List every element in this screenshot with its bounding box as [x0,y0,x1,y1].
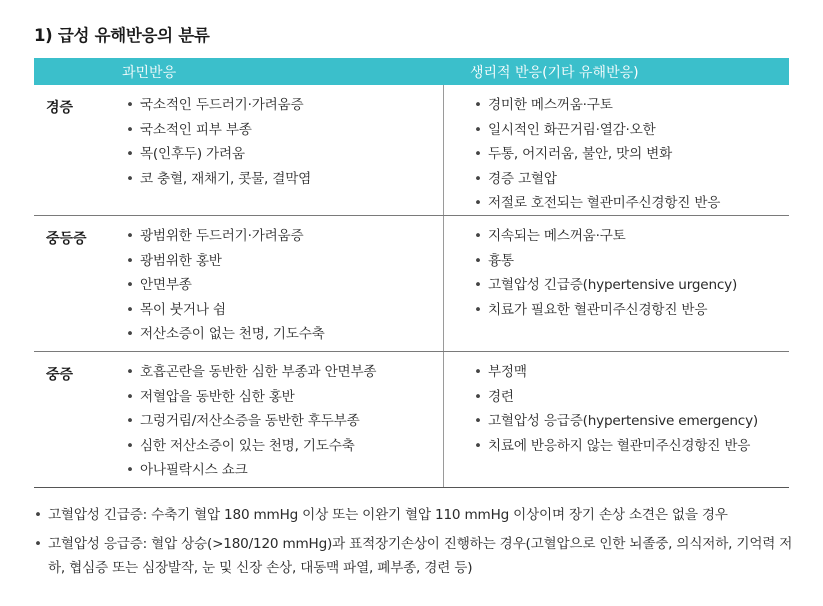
list-item [474,224,789,249]
list-item-text: 목이 붓거나 쉼 [140,301,226,318]
page-title: 1) 급성 유해반응의 분류 [34,26,210,45]
list-item-text: 저혈압을 동반한 심한 홍반 [140,388,295,405]
list-item [126,409,443,434]
bullet-icon: • [34,507,42,523]
bullet-icon: • [126,388,134,405]
list-item [126,273,443,298]
list-item [474,167,789,192]
severity-label: 경증 [46,100,74,116]
list-item-text: 국소적인 두드러기·가려움증 [140,97,304,113]
bullet-icon: • [474,388,482,405]
list-item [126,224,443,249]
list-item [474,191,789,216]
bullet-icon: • [126,228,134,244]
list-item-text: 아나필락시스 쇼크 [140,462,248,478]
list-item-text: 일시적인 화끈거림·열감·오한 [488,121,656,138]
list-item-text: 지속되는 메스꺼움·구토 [488,228,626,244]
list-item [126,298,443,323]
bullet-icon: • [126,121,134,138]
list-item-text: 광범위한 두드러기·가려움증 [140,228,304,244]
severity-label: 중증 [46,367,74,383]
bullet-icon: • [126,146,134,162]
list-item [474,273,789,298]
list-item-text: 그렁거림/저산소증을 동반한 후두부종 [140,413,360,429]
list-item [474,93,789,118]
bullet-icon: • [126,277,134,293]
bullet-icon: • [126,97,134,113]
list-item-text: 호흡곤란을 동반한 심한 부종과 안면부종 [140,364,377,380]
footnote-text: 고혈압성 응급증: 혈압 상승(>180/120 mmHg)과 표적장기손상이 진행하는 경우(고혈압으로 인한 뇌졸중, 의식저하, 기억력 저하, 협심증 또는 심장발작, 눈 및 신장 손상, 대동맥 파열, 폐부종, 경련 등) [48,535,793,576]
table-row-severe [34,352,789,488]
bullet-icon: • [474,195,482,211]
bullet-icon: • [126,252,134,269]
list-item [474,249,789,274]
list-item [474,360,789,385]
list-item [474,385,789,410]
hypersensitivity-list [126,360,443,483]
list-item [474,409,789,434]
table-row-moderate [34,216,789,352]
severity-label: 중등증 [46,231,87,247]
bullet-icon: • [474,121,482,138]
bullet-icon: • [474,97,482,113]
header-physiologic: 생리적 반응(기타 유해반응) [470,64,639,81]
list-item-text: 흉통 [488,252,514,269]
list-item-text: 경련 [488,388,514,405]
list-item-text: 심한 저산소증이 있는 천명, 기도수축 [140,437,355,454]
list-item [126,167,443,192]
list-item [126,322,443,347]
list-item [126,93,443,118]
bullet-icon: • [126,170,134,187]
bullet-icon: • [126,413,134,429]
list-item [474,142,789,167]
bullet-icon: • [126,301,134,318]
list-item [126,385,443,410]
hypersensitivity-list [126,93,443,191]
list-item-text: 코 충혈, 재채기, 콧물, 결막염 [140,170,312,187]
physiologic-list [474,93,789,216]
list-item [126,118,443,143]
bullet-icon: • [474,301,482,318]
list-item-text: 광범위한 홍반 [140,252,222,269]
list-item-text: 치료가 필요한 혈관미주신경항진 반응 [488,301,708,318]
bullet-icon: • [474,228,482,244]
list-item [126,249,443,274]
footnote-text: 고혈압성 긴급증: 수축기 혈압 180 mmHg 이상 또는 이완기 혈압 110 mmHg 이상이며 장기 손상 소견은 없을 경우 [48,507,728,523]
list-item-text: 고혈압성 긴급증(hypertensive urgency) [488,277,738,293]
header-hypersensitivity: 과민반응 [122,64,177,81]
list-item [474,434,789,459]
list-item-text: 저산소증이 없는 천명, 기도수축 [140,326,325,342]
bullet-icon: • [474,252,482,269]
list-item-text: 경증 고혈압 [488,170,557,187]
list-item [126,458,443,483]
list-item-text: 고혈압성 응급증(hypertensive emergency) [488,413,759,429]
footnote [34,532,794,581]
bullet-icon: • [474,413,482,429]
list-item-text: 부정맥 [488,364,527,380]
list-item-text: 치료에 반응하지 않는 혈관미주신경항진 반응 [488,437,751,454]
physiologic-list [474,224,789,322]
physiologic-list [474,360,789,458]
bullet-icon: • [34,535,42,552]
bullet-icon: • [126,364,134,380]
list-item-text: 국소적인 피부 부종 [140,121,252,138]
hypersensitivity-list [126,224,443,347]
table-row-mild [34,85,789,216]
bullet-icon: • [126,326,134,342]
list-item [126,434,443,459]
list-item-text: 경미한 메스꺼움·구토 [488,97,613,113]
bullet-icon: • [474,146,482,162]
list-item-text: 안면부종 [140,277,192,293]
list-item [474,118,789,143]
bullet-icon: • [474,170,482,187]
bullet-icon: • [126,462,134,478]
table-header-row [34,58,789,85]
list-item-text: 목(인후두) 가려움 [140,146,245,162]
list-item [126,360,443,385]
footnotes [34,503,794,585]
bullet-icon: • [126,437,134,454]
bullet-icon: • [474,437,482,454]
bullet-icon: • [474,277,482,293]
footnote [34,503,794,528]
list-item [474,298,789,323]
list-item-text: 저절로 호전되는 혈관미주신경항진 반응 [488,195,721,211]
list-item-text: 두통, 어지러움, 불안, 맛의 변화 [488,146,673,162]
list-item [126,142,443,167]
bullet-icon: • [474,364,482,380]
classification-table [34,58,789,488]
